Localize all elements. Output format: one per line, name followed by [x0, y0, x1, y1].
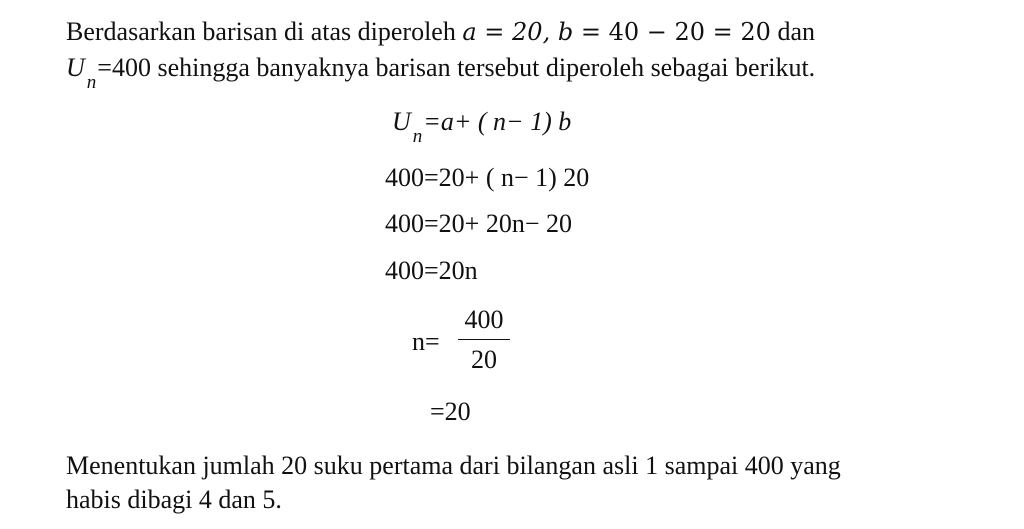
un-symbol: U: [66, 53, 85, 82]
conclusion-line-1: Menentukan jumlah 20 suku pertama dari bilangan asli 1 sampai 400 yang: [66, 451, 841, 480]
step-formula-n: n: [412, 126, 423, 147]
step-divide-lhs: n=: [412, 327, 440, 356]
step-formula-U: U: [392, 107, 411, 136]
fraction: [458, 305, 510, 375]
step-simplify: 400=20n: [385, 256, 478, 285]
intro-end: dan: [777, 17, 815, 46]
math-b-var: b: [557, 18, 574, 46]
step-formula-rest: =a+ ( n− 1) b: [423, 107, 572, 136]
intro-line-2: [66, 52, 816, 93]
step-result: =20: [430, 397, 471, 426]
intro-text-2: sehingga banyaknya barisan tersebut diperoleh sebagai berikut.: [157, 53, 816, 82]
step-substitute: 400=20+ ( n− 1) 20: [385, 163, 590, 192]
conclusion-line-2: habis dibagi 4 dan 5.: [66, 485, 282, 514]
intro-text: Berdasarkan barisan di atas diperoleh: [66, 17, 456, 46]
un-subscript: n: [86, 72, 97, 93]
fraction-denominator: 20: [471, 345, 497, 374]
intro-line-1: [66, 16, 815, 48]
un-value: =400: [97, 53, 151, 82]
step-formula: [392, 106, 572, 147]
fraction-numerator: 400: [464, 305, 504, 334]
step-expand: 400=20+ 20n− 20: [385, 209, 572, 238]
math-a-value: a = 20,: [462, 18, 558, 46]
fraction-bar: [458, 339, 510, 340]
math-b-value: = 40 − 20 = 20: [573, 18, 771, 46]
